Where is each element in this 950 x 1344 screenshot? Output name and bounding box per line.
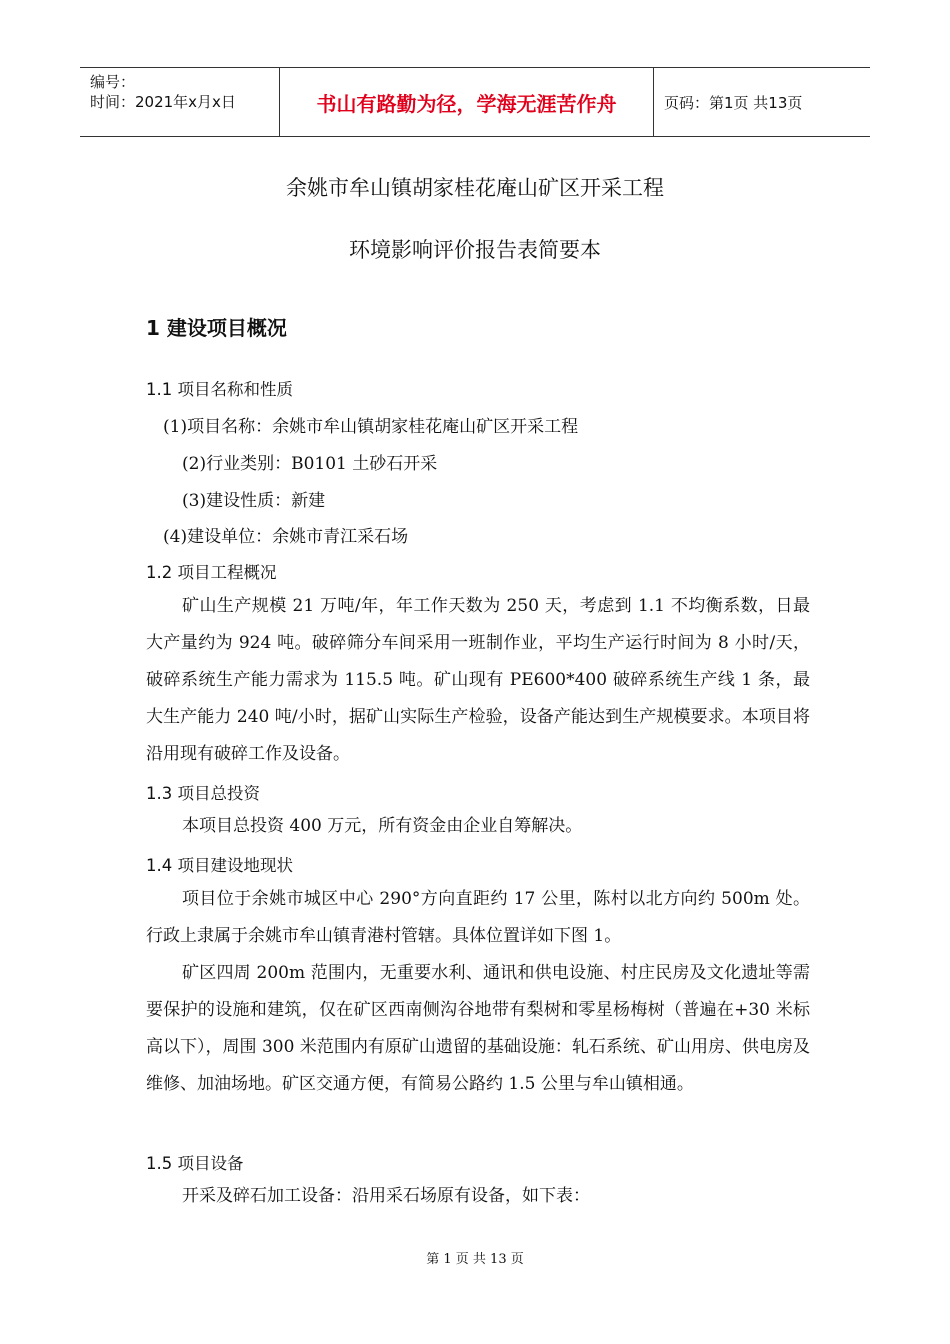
header-left-cell — [80, 68, 280, 136]
paragraph: 本项目总投资 400 万元，所有资金由企业自筹解决。 — [182, 816, 583, 836]
page-footer: 第 1 页 共 13 页 — [426, 1252, 524, 1267]
page-header — [80, 67, 870, 137]
section-1-3-heading: 1.3 项目总投资 — [146, 784, 260, 803]
list-item: (3)建设性质：新建 — [182, 491, 326, 511]
time-label: 时间：2021年x月x日 — [90, 93, 236, 111]
number-label: 编号： — [90, 73, 136, 91]
section-1-4-heading: 1.4 项目建设地现状 — [146, 856, 293, 875]
section-1-5-heading: 1.5 项目设备 — [146, 1154, 244, 1173]
section-1-2-heading: 1.2 项目工程概况 — [146, 563, 277, 582]
doc-title-line1: 余姚市牟山镇胡家桂花庵山矿区开采工程 — [286, 176, 664, 200]
doc-title-line2: 环境影响评价报告表简要本 — [349, 238, 601, 262]
page-info: 页码：第1页 共13页 — [664, 93, 803, 112]
paragraph: 开采及碎石加工设备：沿用采石场原有设备，如下表： — [182, 1186, 590, 1206]
list-item: (2)行业类别：B0101 土砂石开采 — [182, 454, 438, 474]
paragraph: 矿山生产规模 21 万吨/年，年工作天数为 250 天，考虑到 1.1 不均衡系数，日最大产量约为 924 吨。破碎筛分车间采用一班制作业，平均生产运行时间为 8 小时/天，破碎系统生产能力需求为 115.5 吨。矿山现有 PE600*400 破碎系统生产线 1 条，最大生产能力 240 吨/小时，据矿山实际生产检验，设备产能达到生产规模要求。本项目将沿用现有破碎工作及设备。 — [146, 596, 810, 764]
paragraph: 矿区四周 200m 范围内，无重要水利、通讯和供电设施、村庄民房及文化遗址等需要保护的设施和建筑，仅在矿区西南侧沟谷地带有梨树和零星杨梅树（普遍在+30 米标高以下），周围 300 米范围内有原矿山遗留的基础设施：轧石系统、矿山用房、供电房及维修、加油场地。矿区交通方便，有简易公路约 1.5 公里与牟山镇相通。 — [146, 963, 810, 1094]
section-1-heading: 1 建设项目概况 — [146, 316, 287, 340]
list-item: (4)建设单位：余姚市青江采石场 — [163, 527, 409, 547]
section-1-1-heading: 1.1 项目名称和性质 — [146, 380, 293, 399]
motto: 书山有路勤为径，学海无涯苦作舟 — [280, 68, 654, 136]
list-item: (1)项目名称：余姚市牟山镇胡家桂花庵山矿区开采工程 — [163, 417, 579, 437]
paragraph: 项目位于余姚市城区中心 290°方向直距约 17 公里，陈村以北方向约 500m 处。行政上隶属于余姚市牟山镇青港村管辖。具体位置详如下图 1。 — [146, 889, 810, 946]
